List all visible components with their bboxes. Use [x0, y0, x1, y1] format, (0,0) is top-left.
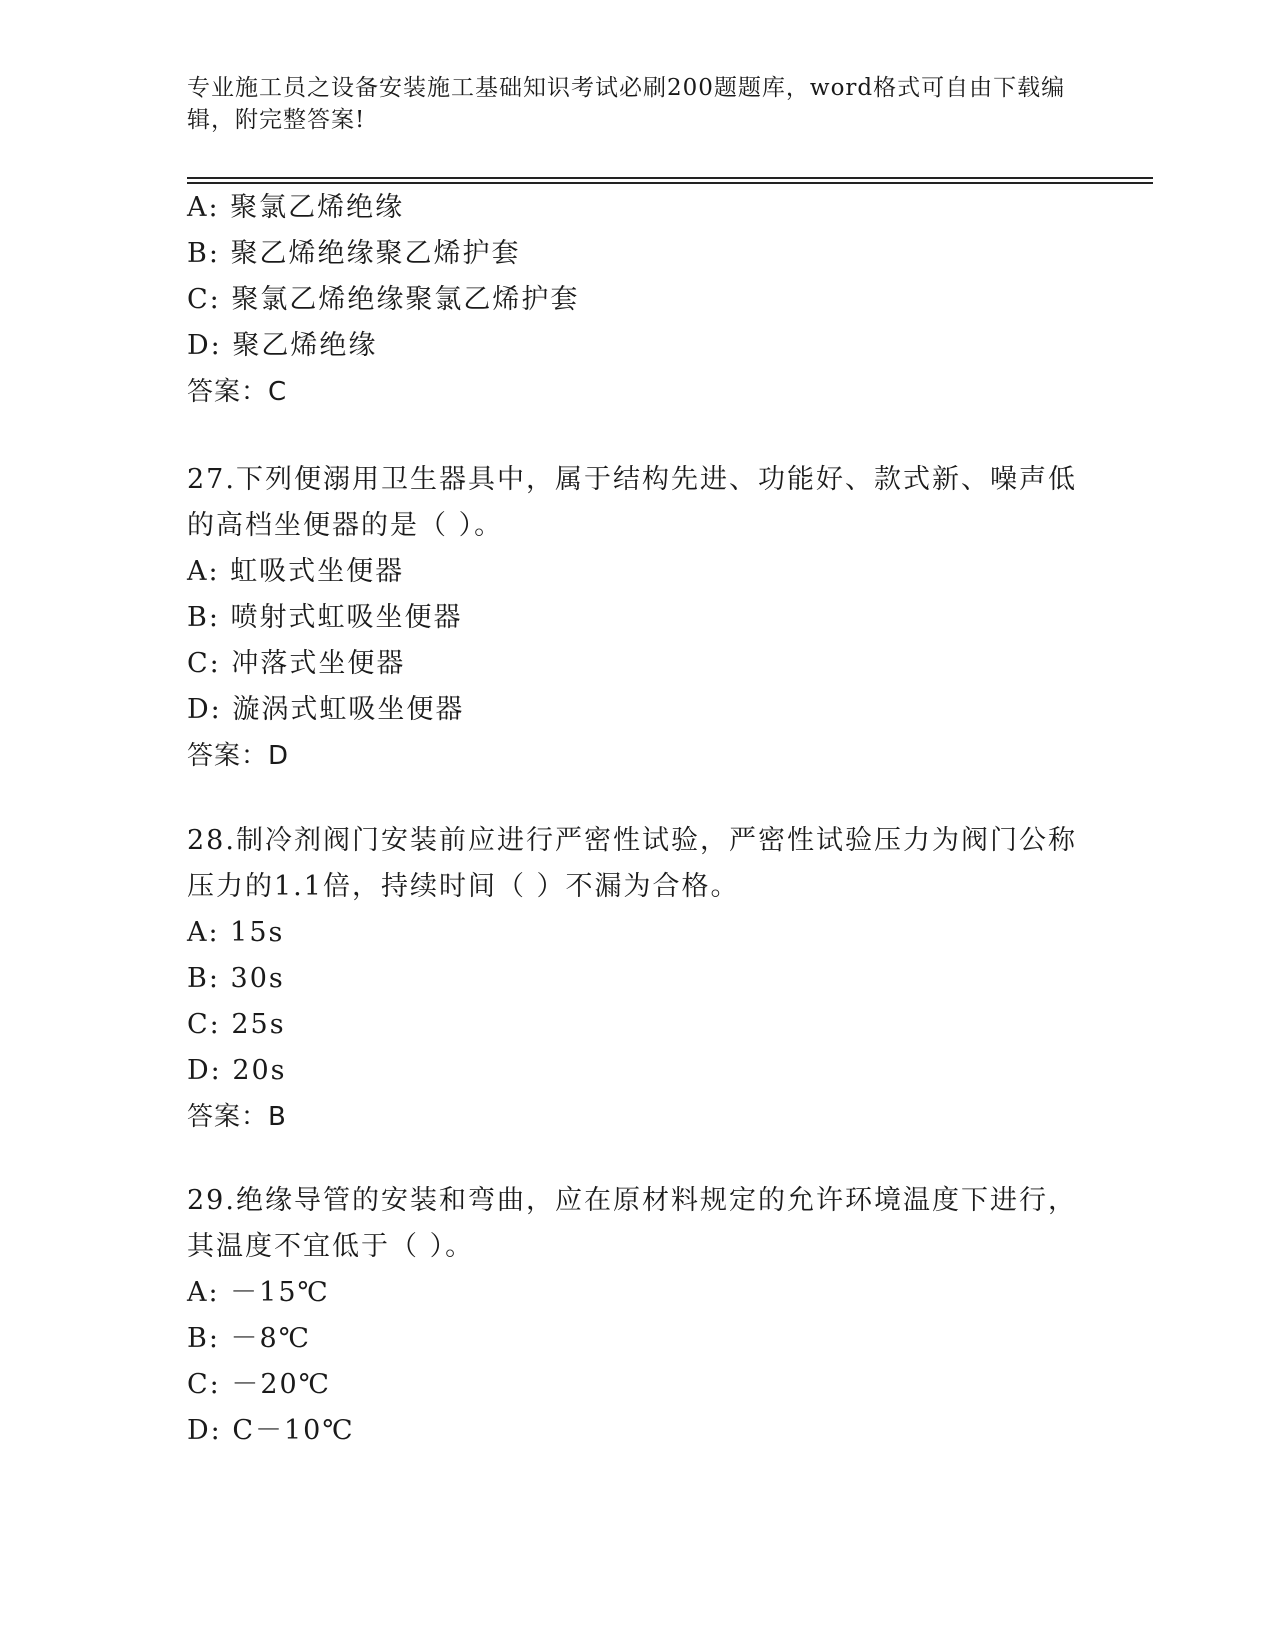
header-divider-bottom	[187, 182, 1153, 184]
question-29	[187, 1178, 1087, 1454]
answer: 答案：C	[187, 377, 288, 407]
option-b: B: －8℃	[187, 1323, 311, 1354]
option-c: C: 聚氯乙烯绝缘聚氯乙烯护套	[187, 284, 580, 315]
question-stem: 29.绝缘导管的安装和弯曲，应在原材料规定的允许环境温度下进行，其温度不宜低于（ ）。	[187, 1185, 1077, 1262]
option-a: A: －15℃	[187, 1277, 330, 1308]
option-a: A: 聚氯乙烯绝缘	[187, 192, 405, 223]
option-d: D: 20s	[187, 1055, 287, 1086]
header-divider-top	[187, 177, 1153, 179]
question-28	[187, 818, 1087, 1140]
option-c: C: 冲落式坐便器	[187, 648, 406, 679]
option-c: C: 25s	[187, 1009, 286, 1040]
document-header: 专业施工员之设备安装施工基础知识考试必刷200题题库，word格式可自由下载编辑，附完整答案!	[187, 75, 1066, 133]
answer: 答案：B	[187, 1102, 287, 1132]
question-26	[187, 185, 1087, 415]
option-c: C: －20℃	[187, 1369, 331, 1400]
option-a: A: 虹吸式坐便器	[187, 556, 405, 587]
question-stem: 27.下列便溺用卫生器具中，属于结构先进、功能好、款式新、噪声低的高档坐便器的是（ ）。	[187, 464, 1077, 541]
option-d: D: C－10℃	[187, 1415, 355, 1446]
question-stem: 28.制冷剂阀门安装前应进行严密性试验，严密性试验压力为阀门公称压力的1.1倍，持续时间（ ）不漏为合格。	[187, 825, 1077, 902]
option-d: D: 聚乙烯绝缘	[187, 330, 378, 361]
option-b: B: 喷射式虹吸坐便器	[187, 602, 463, 633]
answer: 答案：D	[187, 741, 290, 771]
option-b: B: 聚乙烯绝缘聚乙烯护套	[187, 238, 521, 269]
option-b: B: 30s	[187, 963, 285, 994]
option-a: A: 15s	[187, 917, 285, 948]
option-d: D: 漩涡式虹吸坐便器	[187, 694, 465, 725]
question-27	[187, 457, 1087, 779]
